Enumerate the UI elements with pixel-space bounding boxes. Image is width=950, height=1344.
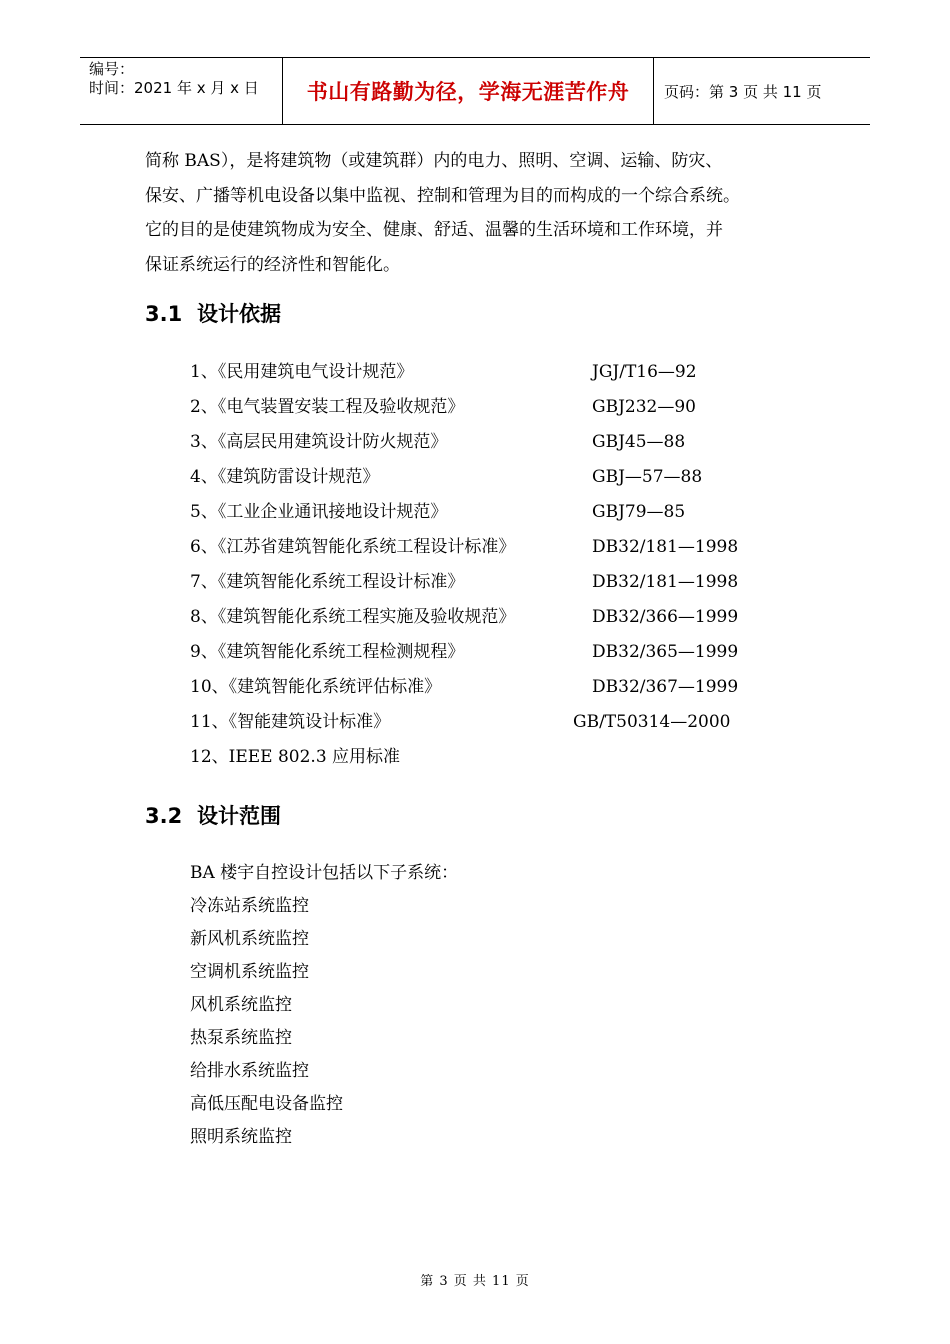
reference-title: 9、《建筑智能化系统工程检测规程》: [190, 642, 465, 662]
reference-title: 5、《工业企业通讯接地设计规范》: [190, 502, 448, 522]
reference-code: GB/T50314—2000: [573, 712, 731, 732]
reference-title: 8、《建筑智能化系统工程实施及验收规范》: [190, 607, 516, 627]
list-item: [190, 425, 830, 460]
subsystem-intro: BA 楼宇自控设计包括以下子系统：: [190, 863, 459, 883]
reference-title: 12、IEEE 802.3 应用标准: [190, 747, 401, 767]
list-item: [190, 565, 830, 600]
intro-line: 它的目的是使建筑物成为安全、健康、舒适、温馨的生活环境和工作环境，并: [145, 220, 723, 240]
page-header: [80, 57, 870, 125]
reference-title: 6、《江苏省建筑智能化系统工程设计标准》: [190, 537, 516, 557]
section-heading-3-2: [145, 800, 281, 830]
intro-paragraph: [145, 144, 825, 282]
list-item: [190, 390, 830, 425]
section-number: 3.1: [145, 302, 183, 326]
list-item: 风机系统监控: [190, 995, 292, 1015]
header-page-info: 页码：第 3 页 共 11 页: [664, 82, 822, 101]
list-item: [190, 635, 830, 670]
list-item: [190, 460, 830, 495]
reference-code: DB32/181—1998: [592, 572, 739, 592]
list-item: [190, 495, 830, 530]
reference-code: DB32/181—1998: [592, 537, 739, 557]
page-footer: 第 3 页 共 11 页: [420, 1274, 530, 1289]
intro-line: 简称 BAS），是将建筑物（或建筑群）内的电力、照明、空调、运输、防灾、: [145, 151, 723, 171]
reference-title: 11、《智能建筑设计标准》: [190, 712, 391, 732]
list-item: [190, 670, 830, 705]
subsystem-list: [190, 857, 458, 1154]
reference-title: 4、《建筑防雷设计规范》: [190, 467, 380, 487]
reference-code: JGJ/T16—92: [592, 362, 697, 382]
section-title: 设计依据: [197, 302, 281, 326]
reference-title: 1、《民用建筑电气设计规范》: [190, 362, 414, 382]
header-number-label: 编号：: [89, 60, 135, 78]
list-item: 照明系统监控: [190, 1127, 292, 1147]
header-meta: [80, 58, 282, 124]
reference-code: DB32/365—1999: [592, 642, 739, 662]
list-item: 高低压配电设备监控: [190, 1094, 343, 1114]
intro-line: 保安、广播等机电设备以集中监视、控制和管理为目的而构成的一个综合系统。: [145, 185, 740, 206]
reference-code: GBJ—57—88: [592, 467, 703, 487]
reference-code: DB32/367—1999: [592, 677, 739, 697]
reference-title: 3、《高层民用建筑设计防火规范》: [190, 432, 448, 452]
list-item: [190, 530, 830, 565]
reference-code: GBJ45—88: [592, 432, 686, 452]
reference-title: 7、《建筑智能化系统工程设计标准》: [190, 572, 465, 592]
reference-code: GBJ232—90: [592, 397, 696, 417]
list-item: 给排水系统监控: [190, 1061, 309, 1081]
reference-title: 10、《建筑智能化系统评估标准》: [190, 677, 442, 697]
reference-code: GBJ79—85: [592, 502, 686, 522]
section-title: 设计范围: [197, 804, 281, 828]
list-item: [190, 355, 830, 390]
list-item: 冷冻站系统监控: [190, 896, 309, 916]
intro-line: 保证系统运行的经济性和智能化。: [145, 254, 400, 275]
list-item: [190, 705, 830, 740]
list-item: [190, 740, 830, 775]
reference-title: 2、《电气装置安装工程及验收规范》: [190, 397, 465, 417]
list-item: 新风机系统监控: [190, 929, 309, 949]
section-heading-3-1: [145, 298, 281, 328]
list-item: 热泵系统监控: [190, 1028, 292, 1048]
reference-list: [190, 355, 830, 775]
reference-code: DB32/366—1999: [592, 607, 739, 627]
header-time-label: 时间：2021 年 x 月 x 日: [89, 79, 259, 97]
section-number: 3.2: [145, 804, 183, 828]
list-item: [190, 600, 830, 635]
list-item: 空调机系统监控: [190, 962, 309, 982]
header-motto: 书山有路勤为径，学海无涯苦作舟: [282, 58, 654, 124]
